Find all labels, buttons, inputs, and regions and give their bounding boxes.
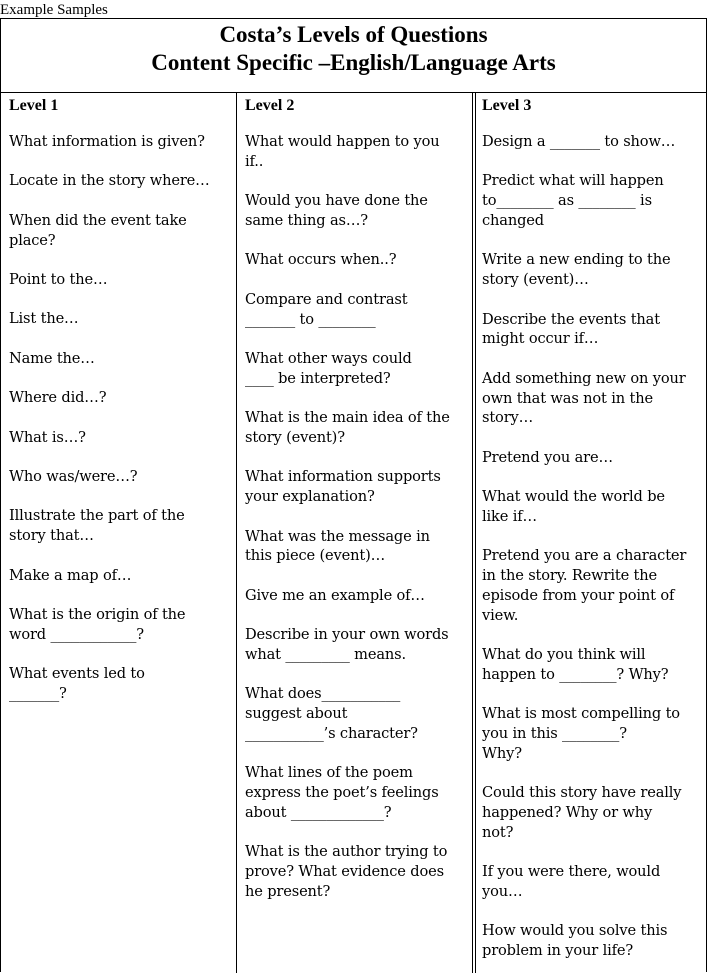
question-item: Pretend you are a character in the story. Rewrite the episode from your point of view.	[482, 547, 687, 624]
question-item: Illustrate the part of the story that…	[9, 507, 185, 545]
title-line-2: Content Specific –English/Language Arts	[151, 50, 556, 75]
question-item: What other ways could ____ be interpreted?	[245, 349, 412, 387]
question-item: What do you think will happen to ________? Why?	[482, 646, 669, 683]
question-item: Give me an example of…	[245, 586, 425, 604]
question-item: What would the world be like if…	[482, 488, 665, 525]
question-item: Pretend you are…	[482, 448, 613, 466]
question-item: Where did…?	[9, 389, 107, 407]
question-item: Write a new ending to the story (event)…	[482, 251, 671, 289]
question-item: Who was/were…?	[9, 467, 138, 485]
level-3-column	[474, 93, 707, 973]
question-item: What events led to _______?	[9, 665, 145, 702]
question-item: What lines of the poem express the poet’s feelings about _____________?	[245, 764, 439, 821]
question-item: When did the event take place?	[9, 211, 187, 249]
question-item: Compare and contrast _______ to ________	[245, 290, 408, 328]
document-caption: Example Samples	[0, 2, 108, 18]
level-1-column	[1, 93, 237, 973]
questions-table	[0, 18, 712, 978]
question-item: Add something new on your own that was not in the story…	[482, 369, 686, 427]
question-item: Describe the events that might occur if…	[482, 310, 660, 348]
question-item: Design a _______ to show…	[482, 133, 676, 150]
level-3-heading: Level 3	[482, 97, 532, 114]
table-title	[0, 18, 707, 92]
question-item: Make a map of…	[9, 566, 132, 584]
question-item: What is the author trying to prove? What evidence does he present?	[245, 843, 448, 900]
question-item: Name the…	[9, 349, 95, 367]
level-2-heading: Level 2	[245, 97, 295, 114]
question-item: What occurs when..?	[245, 251, 397, 269]
question-item: What is the origin of the word ____________?	[9, 605, 186, 643]
question-item: What is the main idea of the story (event)?	[245, 409, 450, 446]
question-item: What information is given?	[9, 133, 205, 150]
title-line-1: Costa’s Levels of Questions	[219, 22, 488, 47]
question-item: How would you solve this problem in your life?	[482, 922, 668, 960]
question-item: What does___________ suggest about ___________’s character?	[245, 685, 418, 742]
question-item: What was the message in this piece (event)…	[245, 527, 430, 565]
question-item: Locate in the story where…	[9, 172, 210, 190]
question-item: What would happen to you if..	[245, 133, 440, 170]
question-item: Predict what will happen to________ as ________ is changed	[482, 172, 664, 229]
question-item: List the…	[9, 310, 79, 328]
question-item: Could this story have really happened? Why or why not?	[482, 784, 682, 841]
question-item: What is most compelling to you in this ________? Why?	[482, 705, 680, 762]
level-1-heading: Level 1	[9, 97, 59, 114]
question-item: What information supports your explanation?	[245, 468, 441, 506]
question-item: Would you have done the same thing as…?	[245, 192, 428, 229]
question-item: What is…?	[9, 428, 86, 446]
level-2-column	[237, 93, 474, 973]
question-item: If you were there, would you…	[482, 863, 661, 901]
levels-grid	[0, 92, 707, 972]
question-item: Describe in your own words what _________ means.	[245, 626, 449, 663]
question-item: Point to the…	[9, 270, 108, 288]
